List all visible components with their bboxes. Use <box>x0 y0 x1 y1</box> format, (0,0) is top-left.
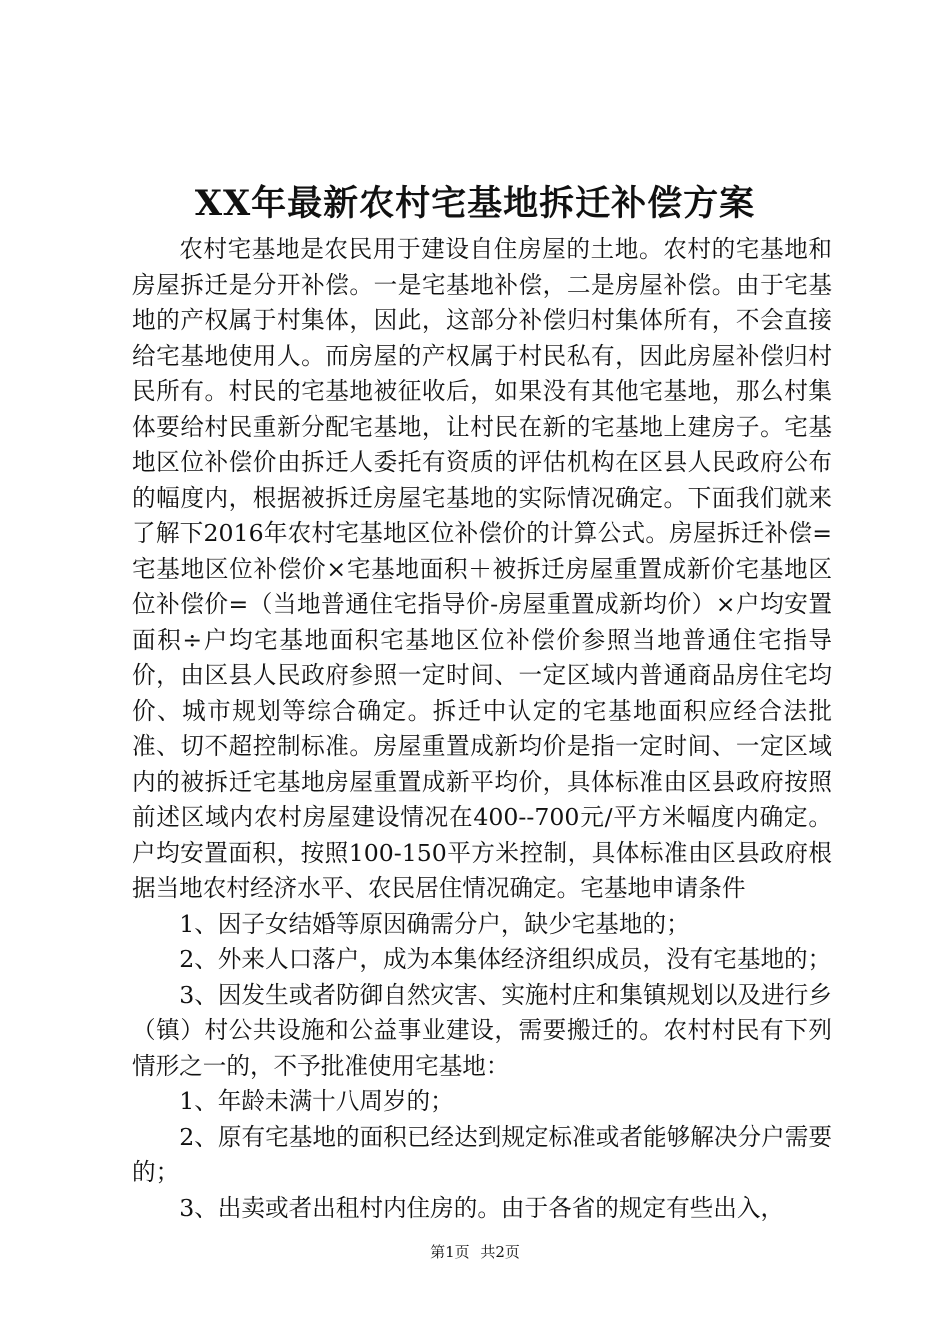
paragraph-intro: 农村宅基地是农民用于建设自住房屋的土地。农村的宅基地和房屋拆迁是分开补偿。一是宅基地补偿，二是房屋补偿。由于宅基地的产权属于村集体，因此，这部分补偿归村集体所有，不会直接给宅基地使用人。而房屋的产权属于村民私有，因此房屋补偿归村民所有。村民的宅基地被征收后，如果没有其他宅基地，那么村集体要给村民重新分配宅基地，让村民在新的宅基地上建房子。宅基地区位补偿价由拆迁人委托有资质的评估机构在区县人民政府公布的幅度内，根据被拆迁房屋宅基地的实际情况确定。下面我们就来了解下2016年农村宅基地区位补偿价的计算公式。房屋拆迁补偿=宅基地区位补偿价×宅基地面积＋被拆迁房屋重置成新价宅基地区位补偿价=（当地普通住宅指导价-房屋重置成新均价）×户均安置面积÷户均宅基地面积宅基地区位补偿价参照当地普通住宅指导价，由区县人民政府参照一定时间、一定区域内普通商品房住宅均价、城市规划等综合确定。拆迁中认定的宅基地面积应经合法批准、切不超控制标准。房屋重置成新均价是指一定时间、一定区域内的被拆迁宅基地房屋重置成新平均价，具体标准由区县政府按照前述区域内农村房屋建设情况在400--700元/平方米幅度内确定。户均安置面积，按照100-150平方米控制，具体标准由区县政府根据当地农村经济水平、农民居住情况确定。宅基地申请条件 <box>132 235 832 902</box>
paragraph-restriction-1: 1、年龄未满十八周岁的； <box>179 1087 454 1115</box>
document-title: XX年最新农村宅基地拆迁补偿方案 <box>194 183 756 224</box>
paragraph-condition-1: 1、因子女结婚等原因确需分户，缺少宅基地的； <box>179 909 690 938</box>
paragraph-restriction-3: 3、出卖或者出租村内住房的。由于各省的规定有些出入， <box>179 1193 785 1222</box>
page-number-total: 共2页 <box>480 1243 520 1261</box>
paragraph-condition-2: 2、外来人口落户，成为本集体经济组织成员，没有宅基地的； <box>179 945 832 973</box>
paragraph-restriction-2: 2、原有宅基地的面积已经达到规定标准或者能够解决分户需要的； <box>132 1122 832 1186</box>
document-body <box>132 232 832 1226</box>
page-number-current: 第1页 <box>430 1243 470 1261</box>
page-footer <box>0 1241 950 1263</box>
paragraph-condition-3: 3、因发生或者防御自然灾害、实施村庄和集镇规划以及进行乡（镇）村公共设施和公益事业建设，需要搬迁的。农村村民有下列情形之一的，不予批准使用宅基地： <box>132 980 832 1080</box>
